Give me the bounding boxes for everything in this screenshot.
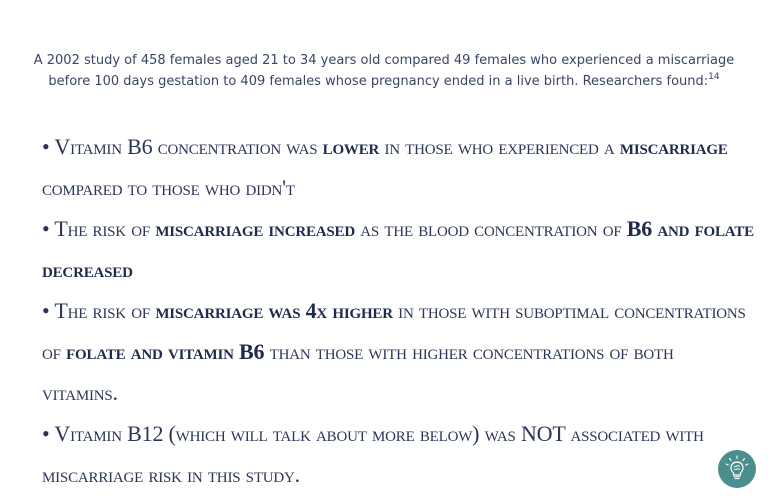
bullet-marker: •	[42, 298, 50, 323]
finding-text: in those who experienced a	[379, 134, 620, 159]
finding-text: in those with suboptimal concentrations of	[42, 298, 746, 364]
finding-emphasis: miscarriage	[619, 134, 728, 159]
intro-paragraph	[20, 50, 748, 92]
logo-graphic	[718, 450, 756, 488]
bullet-marker: •	[42, 421, 50, 446]
finding-emphasis: folate and vitamin B6	[66, 339, 265, 364]
finding-emphasis: lower	[322, 134, 380, 159]
finding-item-3	[42, 290, 754, 413]
finding-emphasis: B6 and folate decreased	[42, 216, 754, 282]
finding-text: Vitamin B12 (which will talk about more below) was NOT associated with miscarriage risk in this study.	[42, 421, 704, 487]
finding-item-2	[42, 208, 754, 290]
finding-item-4	[42, 413, 754, 495]
finding-text: The risk of	[54, 216, 156, 241]
finding-text: The risk of	[54, 298, 156, 323]
finding-item-1	[42, 126, 754, 208]
finding-text: than those with higher concentrations of both vitamins.	[42, 339, 674, 405]
findings-list	[42, 126, 754, 495]
intro-text: A 2002 study of 458 females aged 21 to 34 years old compared 49 females who experienced a miscarriage before 100 days gestation to 409 females whose pregnancy ended in a live birth. Researchers found:	[33, 53, 735, 89]
finding-emphasis: miscarriage increased	[155, 216, 355, 241]
bullet-marker: •	[42, 216, 50, 241]
bullet-marker: •	[42, 134, 50, 159]
brain-lightbulb-logo-icon	[718, 450, 756, 488]
finding-text: as the blood concentration of	[354, 216, 627, 241]
finding-emphasis: miscarriage was 4x higher	[155, 298, 393, 323]
citation-superscript: 14	[708, 72, 720, 82]
finding-text: compared to those who didn't	[42, 175, 295, 200]
finding-text: Vitamin B6 concentration was	[54, 134, 323, 159]
